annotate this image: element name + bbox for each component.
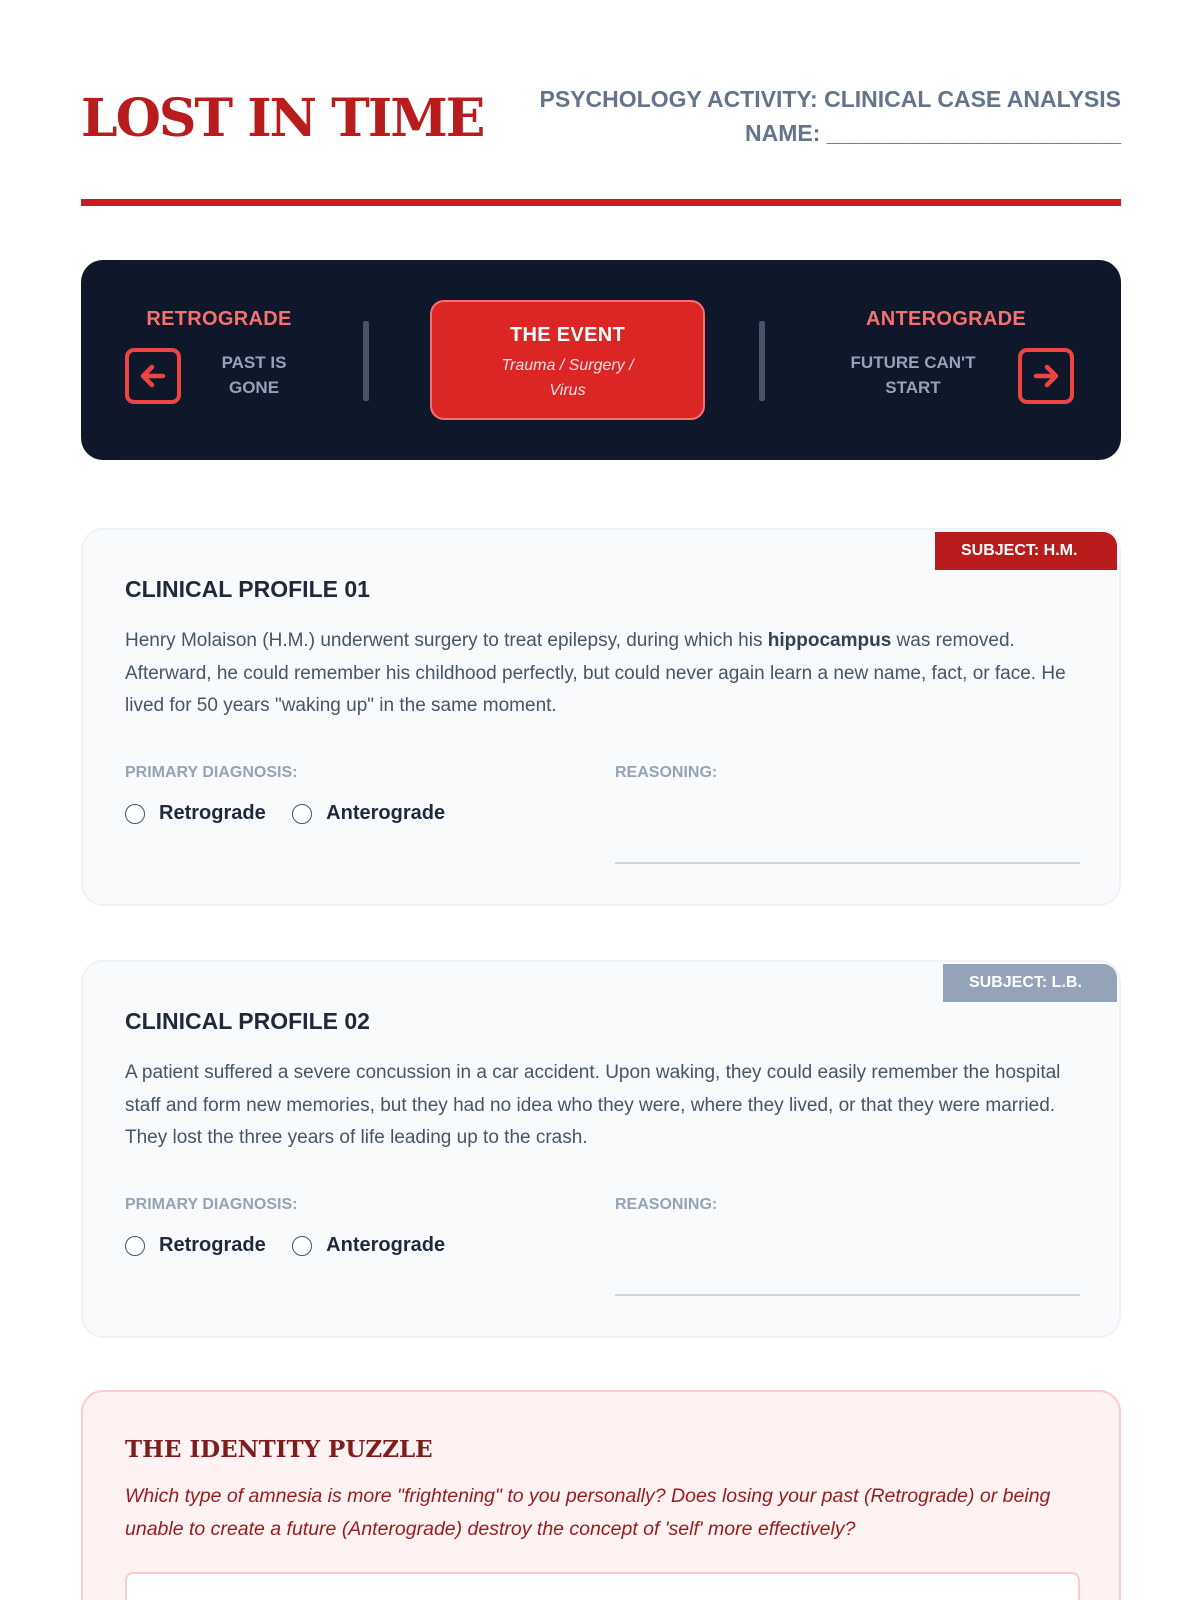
event-heading: THE EVENT <box>510 324 625 346</box>
radio-label: Anterograde <box>326 802 446 824</box>
anterograde-description <box>838 350 988 400</box>
arrow-left-icon <box>125 348 181 404</box>
radio-anterograde[interactable] <box>292 802 445 825</box>
timeline-separator-left <box>363 321 369 401</box>
subject-badge: SUBJECT: H.M. <box>935 532 1117 570</box>
case-description <box>125 625 1075 723</box>
reasoning-answer-line[interactable] <box>615 1294 1080 1296</box>
clinical-profile-card-1 <box>81 528 1121 906</box>
header-divider <box>81 199 1121 206</box>
reasoning-answer-line[interactable] <box>615 862 1080 864</box>
page-title: LOST IN TIME <box>81 88 484 149</box>
activity-subtitle: PSYCHOLOGY ACTIVITY: CLINICAL CASE ANALYSIS <box>539 86 1121 112</box>
reasoning-label: REASONING: <box>615 1196 718 1213</box>
radio-button[interactable] <box>125 1236 145 1256</box>
worksheet-header <box>81 78 1121 158</box>
diagnosis-options <box>125 802 467 832</box>
diagnosis-options <box>125 1234 467 1264</box>
radio-retrograde[interactable] <box>125 1234 266 1257</box>
diagnosis-label: PRIMARY DIAGNOSIS: <box>125 764 298 781</box>
timeline-separator-right <box>759 321 765 401</box>
retrograde-description <box>184 350 324 400</box>
retrograde-section <box>119 308 319 331</box>
identity-puzzle-box <box>81 1390 1121 1600</box>
amnesia-timeline <box>81 260 1121 460</box>
reasoning-label: REASONING: <box>615 764 718 781</box>
anterograde-desc-line1: FUTURE CAN'T <box>850 353 976 372</box>
radio-button[interactable] <box>125 804 145 824</box>
anterograde-desc-line2: START <box>885 378 941 397</box>
case-text-part: was removed. Afterward, he could remember his childhood perfectly, but could never again learn a new name, fact, or face. He lived for 50 years "waking up" in the same moment. <box>125 630 1066 716</box>
arrow-right-icon <box>1018 348 1074 404</box>
clinical-profile-card-2 <box>81 960 1121 1338</box>
anterograde-section <box>846 308 1046 331</box>
radio-button[interactable] <box>292 804 312 824</box>
name-field: NAME: _______________________ <box>745 120 1121 146</box>
header-info <box>540 82 1121 150</box>
radio-label: Retrograde <box>159 802 266 824</box>
retrograde-heading: RETROGRADE <box>146 308 292 330</box>
anterograde-heading: ANTEROGRADE <box>866 308 1026 330</box>
worksheet-page <box>81 0 1121 1600</box>
event-box <box>430 300 705 420</box>
retrograde-desc-line1: PAST IS <box>221 353 287 372</box>
retrograde-desc-line2: GONE <box>228 378 280 397</box>
radio-label: Retrograde <box>159 1234 266 1256</box>
case-text-highlight: hippocampus <box>767 630 892 651</box>
puzzle-question: Which type of amnesia is more "frightening" to you personally? Does losing your past (Retrograde) or being unable to create a future (Anterograde) destroy the concept of 'self' more effectively? <box>125 1485 1051 1540</box>
profile-title: CLINICAL PROFILE 01 <box>125 576 370 602</box>
puzzle-answer-box[interactable] <box>125 1572 1080 1600</box>
event-subtitle-line1: Trauma / Surgery / <box>501 357 634 374</box>
radio-anterograde[interactable] <box>292 1234 445 1257</box>
radio-retrograde[interactable] <box>125 802 266 825</box>
event-subtitle-line2: Virus <box>549 382 586 399</box>
case-description: A patient suffered a severe concussion in a car accident. Upon waking, they could easily remember the hospital staff and form new memories, but they had no idea who they were, where they lived, or that they were married. They lost the three years of life leading up to the crash. <box>125 1062 1061 1148</box>
puzzle-title: THE IDENTITY PUZZLE <box>125 1436 433 1463</box>
radio-label: Anterograde <box>326 1234 446 1256</box>
diagnosis-label: PRIMARY DIAGNOSIS: <box>125 1196 298 1213</box>
case-text-part: Henry Molaison (H.M.) underwent surgery to treat epilepsy, during which his <box>125 630 768 651</box>
subject-badge: SUBJECT: L.B. <box>943 964 1117 1002</box>
profile-title: CLINICAL PROFILE 02 <box>125 1008 370 1034</box>
event-subtitle <box>478 353 658 403</box>
radio-button[interactable] <box>292 1236 312 1256</box>
